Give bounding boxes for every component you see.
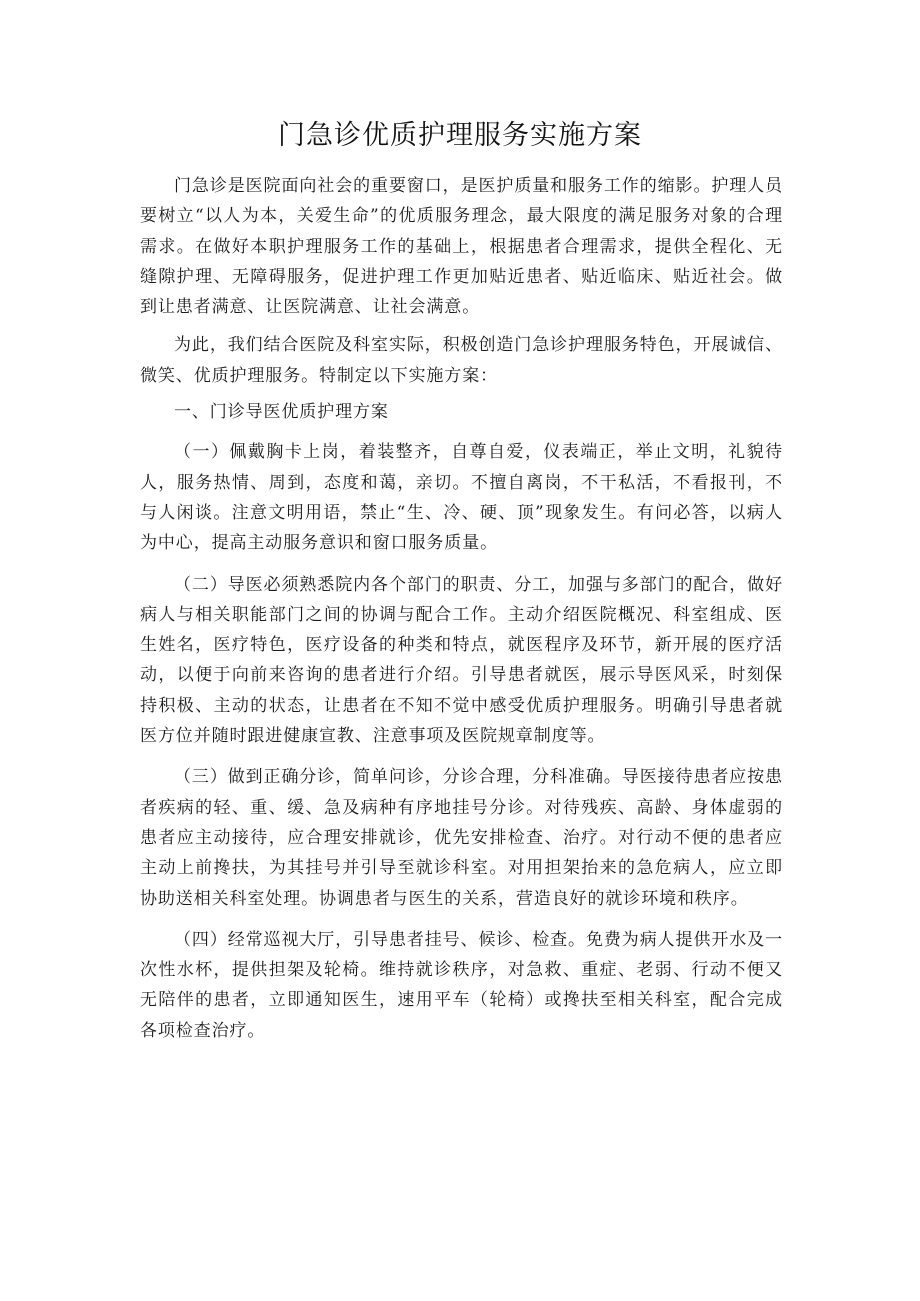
item-3-paragraph: （三）做到正确分诊，简单问诊，分诊合理，分科准确。导医接待患者应按患者疾病的轻、重、缓、急及病种有序地挂号分诊。对待残疾、高龄、身体虚弱的患者应主动接待，应合理安排就诊，优先安排检查、治疗。对行动不便的患者应主动上前搀扶，为其挂号并引导至就诊科室。对用担架抬来的急危病人，应立即协助送相关科室处理。协调患者与医生的关系，营造良好的就诊环境和秩序。 xyxy=(140,767,783,909)
item-4-paragraph: （四）经常巡视大厅，引导患者挂号、候诊、检查。免费为病人提供开水及一次性水杯，提供担架及轮椅。维持就诊秩序，对急救、重症、老弱、行动不便又无陪伴的患者，立即通知医生，速用平车（轮椅）或搀扶至相关科室，配合完成各项检查治疗。 xyxy=(140,929,783,1041)
section-heading: 一、门诊导医优质护理方案 xyxy=(174,402,389,423)
item-2-paragraph: （二）导医必须熟悉院内各个部门的职责、分工，加强与多部门的配合，做好病人与相关职能部门之间的协调与配合工作。主动介绍医院概况、科室组成、医生姓名，医疗特色，医疗设备的种类和特点，就医程序及环节，新开展的医疗活动，以便于向前来咨询的患者进行介绍。引导患者就医，展示导医风采，时刻保持积极、主动的状态，让患者在不知不觉中感受优质护理服务。明确引导患者就医方位并随时跟进健康宣教、注意事项及医院规章制度等。 xyxy=(140,574,783,747)
intro-paragraph: 门急诊是医院面向社会的重要窗口，是医护质量和服务工作的缩影。护理人员要树立“以人为本，关爱生命”的优质服务理念，最大限度的满足服务对象的合理需求。在做好本职护理服务工作的基础上，根据患者合理需求，提供全程化、无缝隙护理、无障碍服务，促进护理工作更加贴近患者、贴近临床、贴近社会。做到让患者满意、让医院满意、让社会满意。 xyxy=(140,176,783,318)
document-body xyxy=(140,171,783,1046)
item-1-paragraph: （一）佩戴胸卡上岗，着装整齐，自尊自爱，仪表端正，举止文明，礼貌待人，服务热情、周到，态度和蔼，亲切。不擅自离岗，不干私活，不看报刊，不与人闲谈。注意文明用语，禁止“生、冷、硬、顶”现象发生。有问必答，以病人为中心，提高主动服务意识和窗口服务质量。 xyxy=(140,442,783,554)
document-title: 门急诊优质护理服务实施方案 xyxy=(278,120,642,151)
purpose-paragraph: 为此，我们结合医院及科室实际，积极创造门急诊护理服务特色，开展诚信、微笑、优质护理服务。特制定以下实施方案： xyxy=(140,335,783,386)
